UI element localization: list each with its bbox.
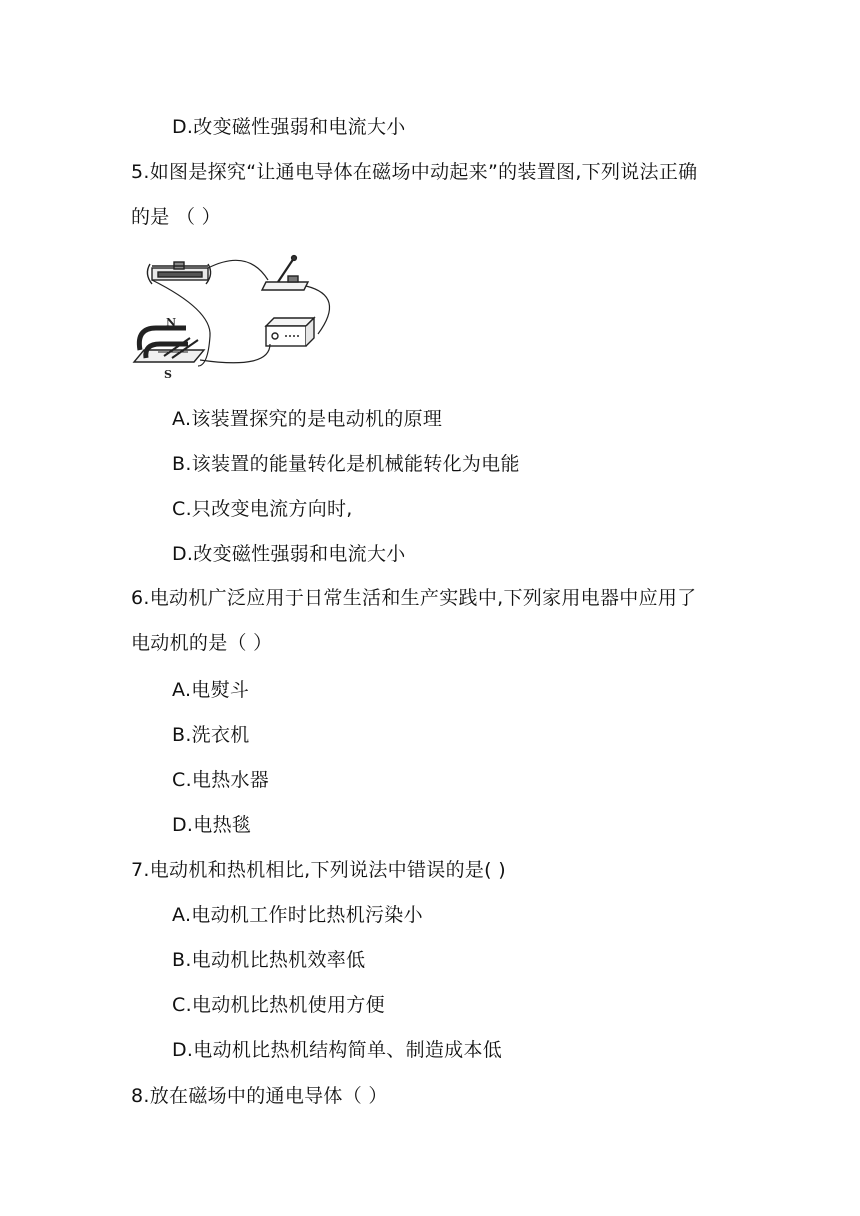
- q6-option-d: D.电热毯: [172, 814, 252, 836]
- rheostat: [147, 262, 210, 284]
- q6-option-c: C.电热水器: [172, 769, 270, 791]
- q7-option-d: D.电动机比热机结构简单、制造成本低: [172, 1039, 503, 1061]
- power-supply: [266, 318, 314, 346]
- south-pole-label: S: [164, 368, 172, 381]
- q5-option-b: B.该装置的能量转化是机械能转化为电能: [172, 453, 520, 475]
- q6-stem-line1: 6.电动机广泛应用于日常生活和生产实践中,下列家用电器中应用了: [131, 587, 697, 609]
- q8-stem: 8.放在磁场中的通电导体（ ）: [131, 1085, 388, 1107]
- q5-option-a: A.该装置探究的是电动机的原理: [172, 408, 443, 430]
- q5-option-d: D.改变磁性强弱和电流大小: [172, 543, 406, 565]
- knife-switch: [262, 256, 308, 290]
- q6-stem-line2: 电动机的是（ ）: [131, 632, 273, 654]
- north-pole-label: N: [166, 316, 177, 329]
- q7-option-a: A.电动机工作时比热机污染小: [172, 904, 423, 926]
- q7-option-b: B.电动机比热机效率低: [172, 949, 366, 971]
- motor-experiment-figure: [128, 252, 342, 382]
- q4-option-d: D.改变磁性强弱和电流大小: [172, 116, 406, 138]
- q6-option-a: A.电熨斗: [172, 679, 250, 701]
- q7-option-c: C.电动机比热机使用方便: [172, 994, 385, 1016]
- q5-option-c: C.只改变电流方向时,: [172, 498, 353, 520]
- q7-stem: 7.电动机和热机相比,下列说法中错误的是( ): [131, 859, 506, 881]
- horseshoe-magnet: [134, 328, 204, 362]
- q6-option-b: B.洗衣机: [172, 724, 250, 746]
- q5-stem-line1: 5.如图是探究“让通电导体在磁场中动起来”的装置图,下列说法正确: [131, 161, 698, 183]
- q5-stem-line2: 的是 （ ）: [131, 206, 221, 228]
